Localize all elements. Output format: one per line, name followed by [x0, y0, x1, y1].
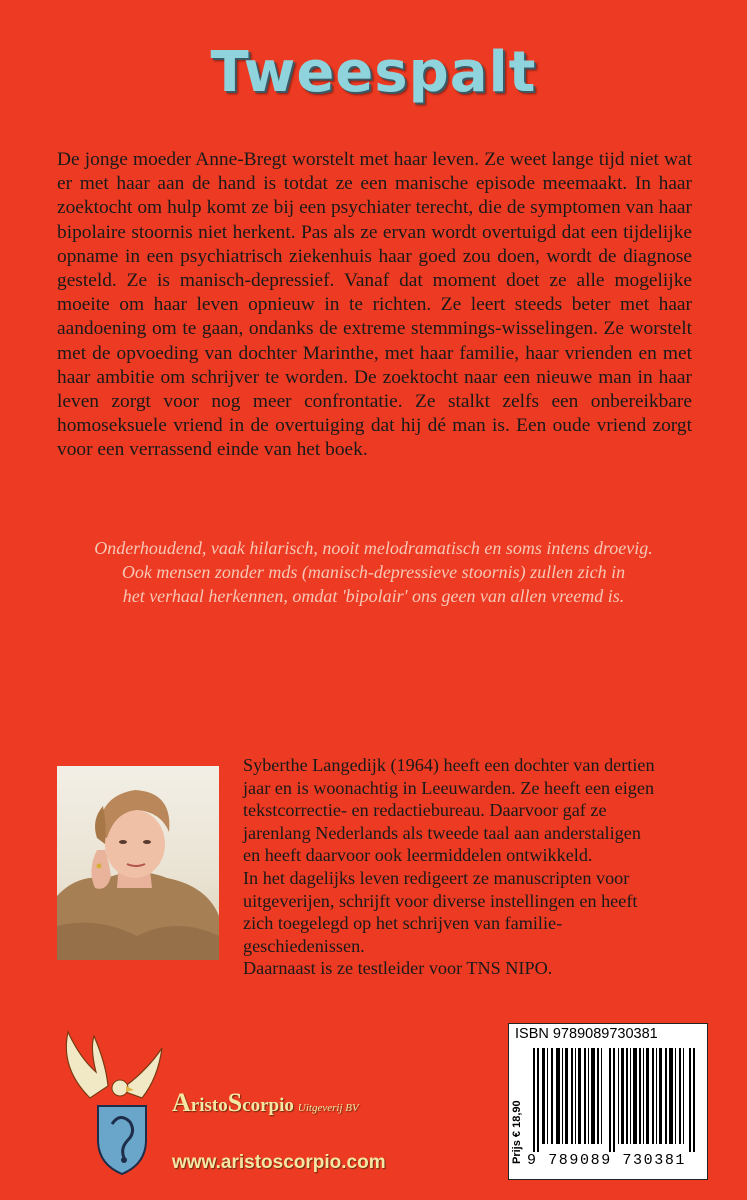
quote-line: Ook mensen zonder mds (manisch-depressieve stoornis) zullen zich in [121, 562, 626, 582]
eagle-logo-icon [50, 1028, 180, 1183]
bio-line: uitgeverijen, schrijft voor diverse instellingen en heeft [243, 890, 638, 911]
publisher-tagline: Uitgeverij BV [297, 1102, 359, 1114]
ean-digits: 9 789089 730381 [527, 1152, 687, 1169]
bio-line: Syberthe Langedijk (1964) heeft een dochter van dertien [243, 755, 655, 775]
isbn-text: ISBN 9789089730381 [515, 1026, 658, 1042]
barcode-icon [531, 1048, 701, 1152]
bio-line: tekstcorrectie- en redactiebureau. Daarvoor gaf ze [243, 800, 607, 821]
quote-line: Onderhoudend, vaak hilarisch, nooit melodramatisch en soms intens droevig. [94, 538, 653, 558]
author-bio [243, 754, 703, 980]
quote-line: het verhaal herkennen, omdat 'bipolair' ons geen van allen vreemd is. [122, 586, 625, 606]
bio-line: geschiedenissen. [243, 935, 365, 956]
book-title: Tweespalt [210, 40, 537, 105]
bio-line: jarenlang Nederlands als tweede taal aan anderstaligen [243, 822, 641, 843]
publisher-name: AristoScorpio Uitgeverij BV [172, 1088, 359, 1117]
bio-line: en heeft daarvoor ook leermiddelen ontwikkeld. [243, 845, 593, 866]
book-blurb: De jonge moeder Anne-Bregt worstelt met haar leven. Ze weet lange tijd niet wat er met haar aan de hand is totdat ze een manische episode meemaakt. In haar zoektocht om hulp komt ze bij een psychiater terecht, die de symptomen van haar bipolaire stoornis niet herkent. Pas als ze ervan wordt overtuigd dat een tijdelijke opname in een psychiatrisch ziekenhuis haar goed zou doen, wordt de diagnose gesteld. Ze is manisch-depressief. Vanaf dat moment doet ze alle mogelijke moeite om haar leven opnieuw in te richten. Ze leert steeds beter met haar aandoening om te gaan, ondanks de extreme stemmings-wisselingen. Ze worstelt met de opvoeding van dochter Marinthe, met haar familie, haar vrienden en met haar ambitie om schrijver te worden. De zoektocht naar een nieuwe man in haar leven zorgt voor nog meer confrontatie. Ze stalkt zelfs een onbereikbare homoseksuele vriend in de overtuiging dat hij dé man is. Een oude vriend zorgt voor een verrassend einde van het boek. [57, 149, 692, 461]
publisher-url[interactable]: www.aristoscorpio.com [172, 1152, 386, 1173]
bio-line: zich toegelegd op het schrijven van familie- [243, 913, 563, 934]
author-photo [57, 766, 219, 960]
scorpio-shield-icon [98, 1106, 146, 1174]
barcode-label [508, 1023, 708, 1180]
bio-line: In het dagelijks leven redigeert ze manuscripten voor [243, 867, 630, 888]
bio-line: jaar en is woonachtig in Leeuwarden. Ze heeft een eigen [243, 777, 655, 798]
bio-line: Daarnaast is ze testleider voor TNS NIPO. [243, 958, 553, 979]
review-quote [40, 536, 707, 608]
price-label: Prijs € 18,90 [511, 1100, 523, 1164]
